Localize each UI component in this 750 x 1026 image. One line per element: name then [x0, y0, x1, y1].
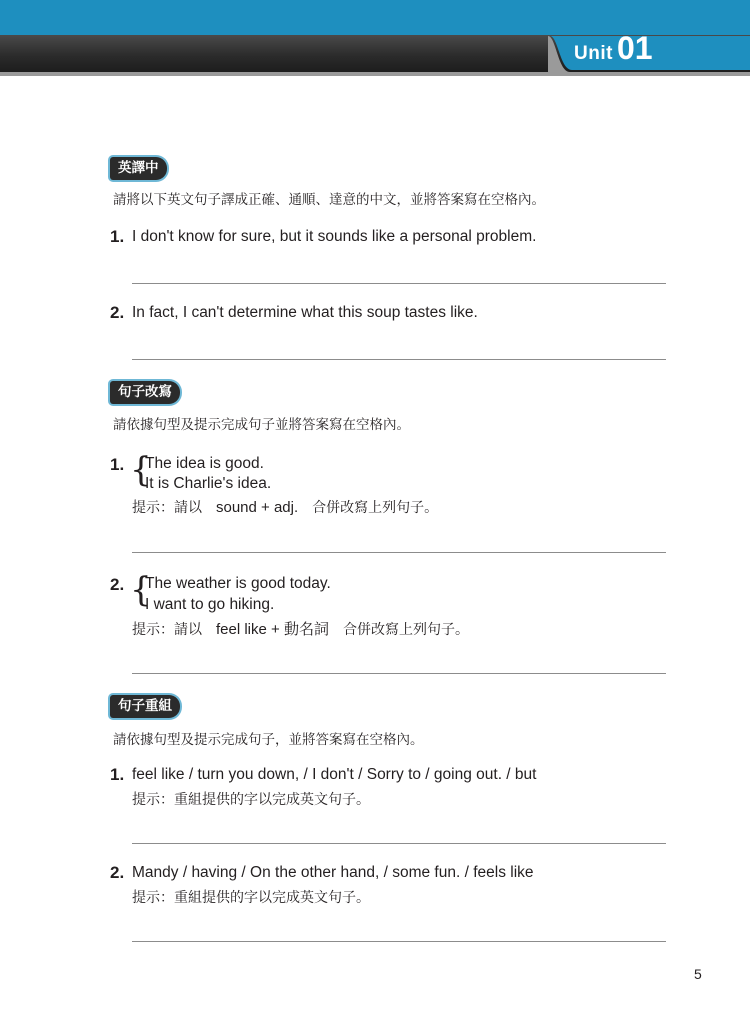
hint-pattern: sound + adj.	[216, 499, 299, 516]
question-number: 2.	[110, 863, 125, 882]
hint-prefix: 提示：請以	[132, 622, 202, 638]
unit-word: Unit	[574, 43, 613, 64]
question-number: 2.	[110, 575, 125, 594]
brace-symbol: {	[130, 450, 152, 490]
hint-text: 提示：重組提供的字以完成英文句子。	[132, 792, 370, 808]
hint-text	[132, 497, 438, 517]
section-instruction: 請將以下英文句子譯成正確、通順、達意的中文，並將答案寫在空格內。	[113, 192, 545, 208]
question-text: feel like / turn you down, / I don't / Sorry to / going out. / but	[132, 766, 537, 783]
hint-text	[132, 618, 469, 639]
answer-line[interactable]	[132, 843, 666, 844]
question-number: 1.	[110, 227, 125, 246]
unit-number: 01	[616, 30, 653, 66]
answer-line[interactable]	[132, 673, 666, 674]
answer-line[interactable]	[132, 283, 666, 284]
sentence-line: The weather is good today.	[145, 575, 331, 592]
hint-suffix: 合併改寫上列句子。	[312, 500, 439, 516]
hint-pattern: feel like + 動名詞	[216, 621, 329, 638]
question-text: I don't know for sure, but it sounds like a personal problem.	[132, 228, 537, 245]
unit-label	[574, 30, 653, 70]
sentence-line: I want to go hiking.	[145, 596, 275, 613]
sentence-line: The idea is good.	[145, 455, 264, 472]
section-tag-translation: 英譯中	[110, 157, 167, 180]
section-tag-reorder: 句子重組	[110, 695, 180, 718]
sentence-line: It is Charlie's idea.	[145, 475, 272, 492]
section-instruction: 請依據句型及提示完成句子並將答案寫在空格內。	[113, 417, 410, 433]
answer-line[interactable]	[132, 359, 666, 360]
page-number: 5	[694, 966, 702, 982]
section-instruction: 請依據句型及提示完成句子，並將答案寫在空格內。	[113, 732, 424, 748]
question-number: 1.	[110, 765, 125, 784]
hint-prefix: 提示：請以	[132, 500, 202, 516]
question-number: 1.	[110, 455, 125, 474]
hint-suffix: 合併改寫上列句子。	[342, 622, 469, 638]
question-text: In fact, I can't determine what this soup tastes like.	[132, 304, 478, 321]
answer-line[interactable]	[132, 941, 666, 942]
hint-text: 提示：重組提供的字以完成英文句子。	[132, 890, 370, 906]
brace-symbol: {	[130, 570, 152, 610]
section-tag-rewrite: 句子改寫	[110, 381, 180, 404]
question-text: Mandy / having / On the other hand, / some fun. / feels like	[132, 864, 534, 881]
answer-line[interactable]	[132, 552, 666, 553]
question-number: 2.	[110, 303, 125, 322]
